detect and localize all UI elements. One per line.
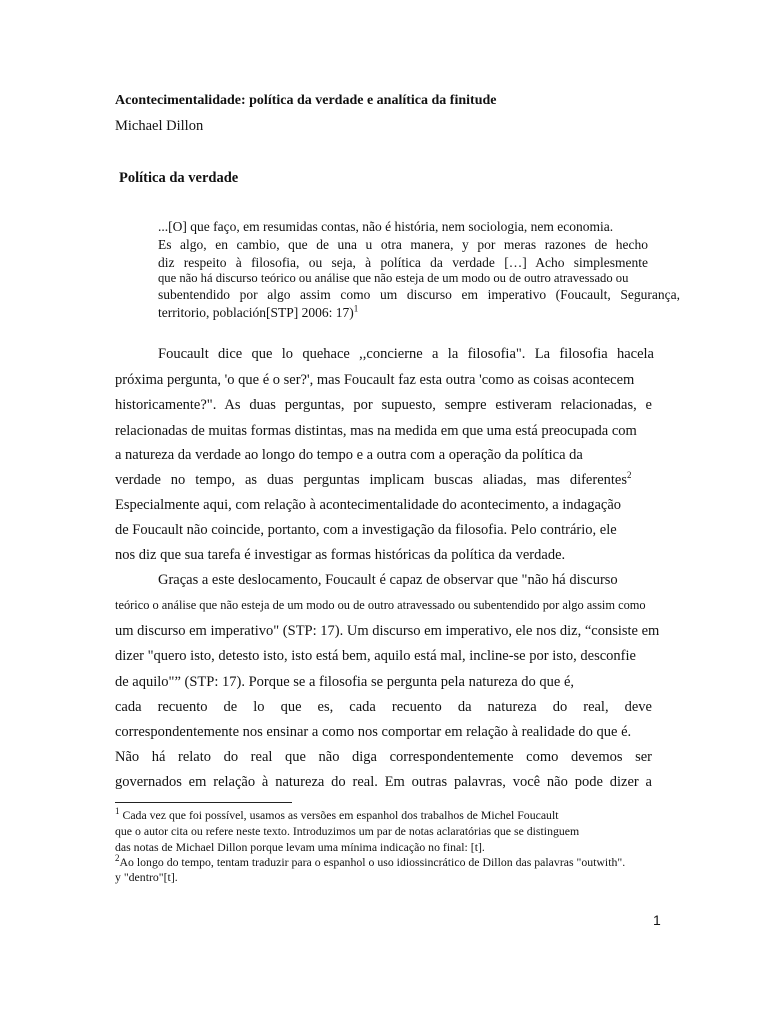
footnote-line: das notas de Michael Dillon porque levam uma mínima indicação no final: [t]. (115, 840, 485, 854)
footnote-reference: 2 (627, 470, 632, 481)
footnote-line: que o autor cita ou refere neste texto. Introduzimos um par de notas aclaratórias que se distinguem (115, 824, 580, 838)
body-line: correspondentemente nos ensinar a como nos comportar em relação à realidade do que é. (115, 724, 632, 740)
footnote-number: 1 (115, 806, 120, 817)
body-line: governados em relação à natureza do real. Em outras palavras, você não pode dizer a (115, 774, 652, 790)
body-line: um discurso em imperativo" (STP: 17). Um discurso em imperativo, ele nos diz, “consiste em (115, 623, 660, 639)
footnote-separator (115, 802, 292, 803)
quote-line-text: territorio, población[STP] 2006: 17) (158, 305, 354, 320)
footnote-line (115, 855, 625, 870)
quote-line: subentendido por algo assim como um discurso em imperativo (Foucault, Segurança, (158, 287, 680, 302)
body-line-text: verdade no tempo, as duas perguntas implicam buscas aliadas, mas diferentes (115, 472, 627, 488)
body-line: nos diz que sua tarefa é investigar as formas históricas da política da verdade. (115, 547, 566, 563)
body-line: Especialmente aqui, com relação à acontecimentalidade do acontecimento, a indagação (115, 497, 622, 513)
body-line: a natureza da verdade ao longo do tempo e a outra com a operação da política da (115, 447, 583, 463)
body-line: Graças a este deslocamento, Foucault é capaz de observar que "não há discurso (158, 572, 618, 588)
quote-line: ...[O] que faço, em resumidas contas, não é história, nem sociologia, nem economia. (158, 219, 614, 234)
footnote-number: 2 (115, 853, 120, 864)
body-line: Não há relato do real que não diga correspondentemente como devemos ser (115, 749, 652, 765)
body-line: cada recuento de lo que es, cada recuento da natureza do real, deve (115, 699, 652, 715)
footnote-reference: 1 (353, 303, 359, 314)
quote-line: que não há discurso teórico ou análise que não esteja de um modo ou de outro atravessado ou (158, 271, 629, 285)
body-line: relacionadas de muitas formas distintas, mas na medida em que uma está preocupada com (115, 423, 637, 439)
quote-line: diz respeito à filosofia, ou seja, à política da verdade […] Acho simplesmente (158, 255, 648, 270)
quote-line (158, 305, 358, 321)
footnote-text: Cada vez que foi possível, usamos as versões em espanhol dos trabalhos de Michel Foucault (122, 808, 559, 822)
body-line: dizer "quero isto, detesto isto, isto está bem, aquilo está mal, incline-se por isto, desconfie (115, 648, 636, 664)
quote-line: Es algo, en cambio, que de una u otra manera, y por meras razones de hecho (158, 237, 648, 252)
body-line: de aquilo"” (STP: 17). Porque se a filosofia se pergunta pela natureza do que é, (115, 674, 575, 690)
body-line: Foucault dice que lo quehace ,,concierne a la filosofia". La filosofia hacela (158, 346, 654, 362)
footnote-line: y "dentro"[t]. (115, 870, 178, 884)
body-line: de Foucault não coincide, portanto, com a investigação da filosofia. Pelo contrário, ele (115, 522, 617, 538)
body-line: historicamente?". As duas perguntas, por supuesto, sempre estiveram relacionadas, e (115, 397, 652, 413)
footnote-line (115, 808, 559, 823)
body-line: próxima pergunta, 'o que é o ser?', mas Foucault faz esta outra 'como as coisas acontecem (115, 372, 635, 388)
page-number: 1 (653, 912, 661, 928)
body-line (115, 472, 635, 489)
document-title: Acontecimentalidade: política da verdade e analítica da finitude (115, 93, 497, 108)
section-heading: Política da verdade (119, 170, 239, 186)
body-line: teórico o análise que não esteja de um modo ou de outro atravessado ou subentendido por algo assim como (115, 598, 646, 612)
footnote-text: Ao longo do tempo, tentam traduzir para o espanhol o uso idiossincrático de Dillon das palavras "outwith". (119, 855, 626, 869)
author-name: Michael Dillon (115, 118, 204, 134)
